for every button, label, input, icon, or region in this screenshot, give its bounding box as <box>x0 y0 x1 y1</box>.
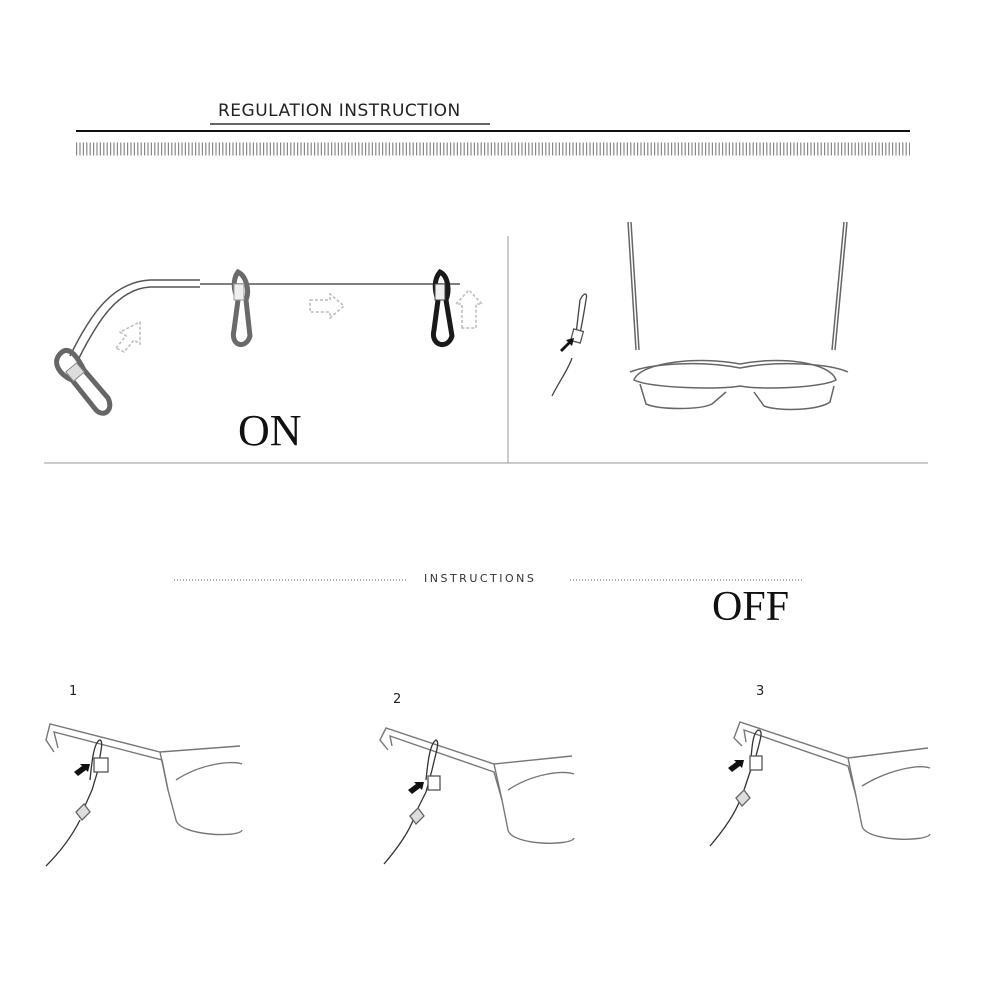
step-2-glasses <box>380 728 574 843</box>
dashed-arrow-up <box>456 290 482 328</box>
step-1-cord <box>46 740 108 866</box>
rubber-loop-on-tip <box>57 350 110 413</box>
cord-closeup <box>552 294 587 396</box>
label-on: ON <box>238 406 302 455</box>
step-1-glasses <box>46 724 242 835</box>
step-number-2: 2 <box>393 692 402 707</box>
step-number-1: 1 <box>69 684 78 699</box>
rubber-loop-black <box>433 272 452 345</box>
step-2-arrow-icon <box>408 782 424 794</box>
label-off: OFF <box>712 584 790 630</box>
step-1-arrow-icon <box>74 764 90 776</box>
rubber-loop-gray <box>233 272 250 345</box>
header-title: REGULATION INSTRUCTION <box>218 101 461 121</box>
cord-arrow-icon <box>560 338 574 352</box>
instructions-title: INSTRUCTIONS <box>424 572 537 585</box>
step-3-cord <box>710 730 762 846</box>
hanging-glasses <box>628 222 848 409</box>
temple-arm <box>70 280 460 360</box>
step-3-glasses <box>734 722 930 839</box>
step-2-cord <box>384 740 440 864</box>
step-number-3: 3 <box>756 684 765 699</box>
step-3-arrow-icon <box>728 760 744 772</box>
dashed-arrow-up-right <box>116 322 140 352</box>
dashed-arrow-right <box>310 294 344 318</box>
